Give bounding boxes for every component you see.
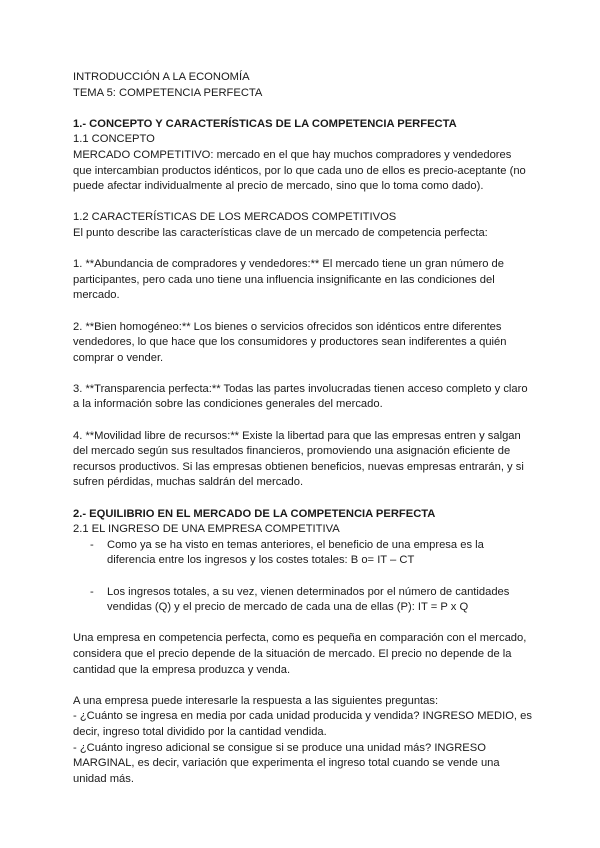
question-item: - ¿Cuánto ingreso adicional se consigue si se produce una unidad más? INGRESO MARGINAL, es decir, variación que experimenta el ingreso total cuando se vende una unidad más. (73, 741, 500, 785)
characteristic-item: 4. **Movilidad libre de recursos:** Existe la libertad para que las empresas entren y salgan del mercado según sus resultados financieros, promoviendo una asignación eficiente de recursos productivos. Si las empresas obtienen beneficios, nuevas empresas entrarán, y si sufren pérdidas, muchas saldrán del mercado. (73, 429, 524, 489)
characteristic-item: 1. **Abundancia de compradores y vendedores:** El mercado tiene un gran número de participantes, pero cada uno tiene una influencia insignificante en las condiciones del mercado. (73, 258, 504, 302)
section2-1-title: 2.1 EL INGRESO DE UNA EMPRESA COMPETITIVA (73, 523, 340, 536)
question-item: - ¿Cuánto se ingresa en media por cada unidad producida y vendida? INGRESO MEDIO, es decir, ingreso total dividido por la cantidad vendida. (73, 710, 532, 738)
bullet-item (73, 538, 533, 569)
section2-heading: 2.- EQUILIBRIO EN EL MERCADO DE LA COMPETENCIA PERFECTA (73, 507, 436, 520)
characteristic-item: 3. **Transparencia perfecta:** Todas las partes involucradas tienen acceso completo y claro a la información sobre las condiciones generales del mercado. (73, 382, 528, 411)
topic-title: TEMA 5: COMPETENCIA PERFECTA (73, 86, 263, 99)
bullet-item (73, 585, 533, 616)
document-page (73, 70, 533, 787)
section1-2-title: 1.2 CARACTERÍSTICAS DE LOS MERCADOS COMPETITIVOS (73, 211, 397, 224)
concept-paragraph: MERCADO COMPETITIVO: mercado en el que hay muchos compradores y vendedores que intercambian productos idénticos, por lo que cada uno de ellos es precio-aceptante (no puede afectar individualmente al precio de mercado, sino que lo toma como dado). (73, 148, 526, 193)
bullet-text: Los ingresos totales, a su vez, vienen determinados por el número de cantidades vendidas (Q) y el precio de mercado de cada una de ellas (P): IT = P x Q (107, 585, 510, 614)
characteristic-item: 2. **Bien homogéneo:** Los bienes o servicios ofrecidos son idénticos entre diferentes vendedores, lo que hace que los consumidores y productores sean indiferentes a quién comprar o vender. (73, 320, 507, 364)
section1-heading: 1.- CONCEPTO Y CARACTERÍSTICAS DE LA COMPETENCIA PERFECTA (73, 117, 457, 130)
price-paragraph: Una empresa en competencia perfecta, como es pequeña en comparación con el mercado, considera que el precio depende de la situación de mercado. El precio no depende de la cantidad que la empresa produzca y venda. (73, 632, 527, 676)
questions-intro: A una empresa puede interesarle la respuesta a las siguientes preguntas: (73, 694, 439, 707)
bullet-dash: - (90, 538, 94, 551)
section1-1-title: 1.1 CONCEPTO (73, 133, 155, 146)
course-title: INTRODUCCIÓN A LA ECONOMÍA (73, 71, 250, 83)
bullet-dash: - (90, 585, 94, 598)
characteristics-intro: El punto describe las características clave de un mercado de competencia perfecta: (73, 226, 488, 239)
bullet-text: Como ya se ha visto en temas anteriores, el beneficio de una empresa es la diferencia entre los ingresos y los costes totales: B o= IT – CT (107, 538, 484, 567)
